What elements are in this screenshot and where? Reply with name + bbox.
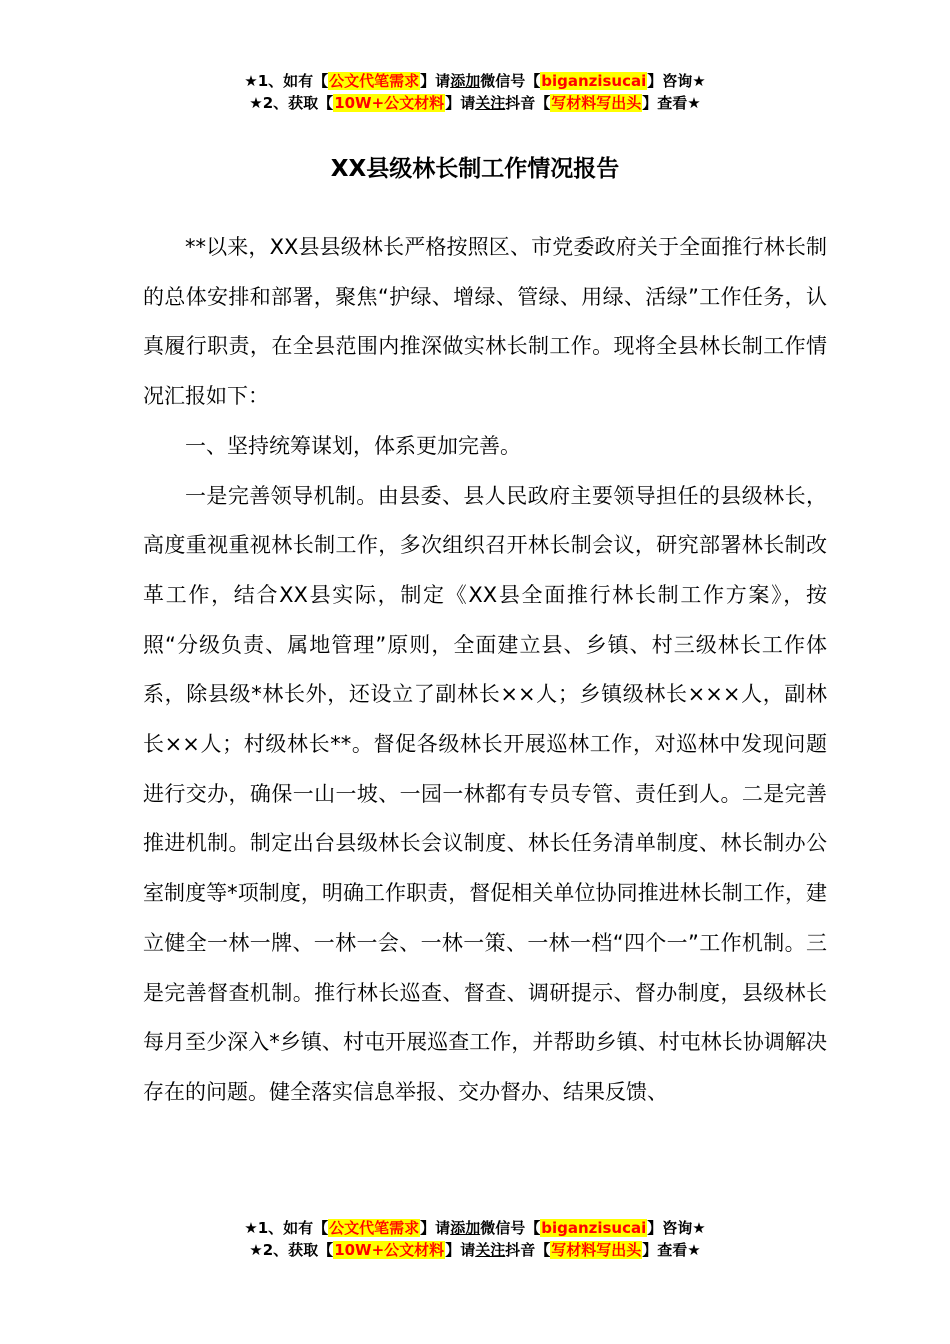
banner-highlight: biganzisucai: [541, 1219, 647, 1237]
banner-highlight: 10W+公文材料: [334, 94, 445, 112]
section-heading: 一、坚持统筹谋划，体系更加完善。: [185, 433, 521, 458]
banner-underline-text: 添加: [450, 1219, 481, 1237]
banner-text: 微信号【: [480, 1219, 541, 1237]
paragraph-intro: **以来，XX县县级林长严格按照区、市党委政府关于全面推行林长制的总体安排和部署，聚焦“护绿、增绿、管绿、用绿、活绿”工作任务，认真履行职责，在全县范围内推深做实林长制工作。现将全县林长制工作情况汇报如下：: [143, 235, 827, 409]
banner-text: 】请: [445, 1241, 476, 1259]
banner-underline-text: 添加: [450, 72, 481, 90]
banner-text: 】咨询★: [647, 1219, 706, 1237]
banner-text: 】请: [420, 1219, 451, 1237]
banner-text: ★2、获取【: [249, 1241, 334, 1259]
paragraph-content: 一是完善领导机制。由县委、县人民政府主要领导担任的县级林长，高度重视重视林长制工作，多次组织召开林长制会议，研究部署林长制改革工作，结合XX县实际，制定《XX县全面推行林长制工作方案》，按照“分级负责、属地管理”原则，全面建立县、乡镇、村三级林长工作体系，除县级*林长外，还设立了副林长××人；乡镇级林长×××人，副林长××人；村级林长**。督促各级林长开展巡林工作，对巡林中发现问题进行交办，确保一山一坡、一园一林都有专员专管、责任到人。二是完善推进机制。制定出台县级林长会议制度、林长任务清单制度、林长制办公室制度等*项制度，明确工作职责，督促相关单位协同推进林长制工作，建立健全一林一牌、一林一会、一林一策、一林一档“四个一”工作机制。三是完善督查机制。推行林长巡查、督查、调研提示、督办制度，县级林长每月至少深入*乡镇、村屯开展巡查工作，并帮助乡镇、村屯林长协调解决存在的问题。健全落实信息举报、交办督办、结果反馈、: [143, 483, 827, 1104]
banner-line-1: [0, 70, 950, 92]
banner-highlight: 公文代笔需求: [329, 1219, 420, 1237]
document-title: XX县级林长制工作情况报告: [330, 156, 620, 182]
banner-text: 】查看★: [642, 94, 701, 112]
banner-text: 微信号【: [480, 72, 541, 90]
banner-highlight: 10W+公文材料: [334, 1241, 445, 1259]
banner-text: ★1、如有【: [244, 1219, 329, 1237]
banner-highlight: 公文代笔需求: [329, 72, 420, 90]
banner-underline-text: 关注: [475, 94, 506, 112]
banner-line-1: [0, 1217, 950, 1239]
banner-text: 抖音【: [505, 94, 551, 112]
banner-text: 】咨询★: [647, 72, 706, 90]
banner-text: 抖音【: [505, 1241, 551, 1259]
banner-text: ★1、如有【: [244, 72, 329, 90]
banner-text: 】请: [445, 94, 476, 112]
banner-highlight: 写材料写出头: [551, 1241, 642, 1259]
banner-underline-text: 关注: [475, 1241, 506, 1259]
bottom-banner: [0, 1217, 950, 1261]
banner-text: ★2、获取【: [249, 94, 334, 112]
banner-highlight: 写材料写出头: [551, 94, 642, 112]
banner-text: 】查看★: [642, 1241, 701, 1259]
banner-line-2: [0, 1239, 950, 1261]
banner-line-2: [0, 92, 950, 114]
document-body: [143, 223, 827, 1118]
top-banner: [0, 70, 950, 114]
banner-highlight: biganzisucai: [541, 72, 647, 90]
banner-text: 】请: [420, 72, 451, 90]
